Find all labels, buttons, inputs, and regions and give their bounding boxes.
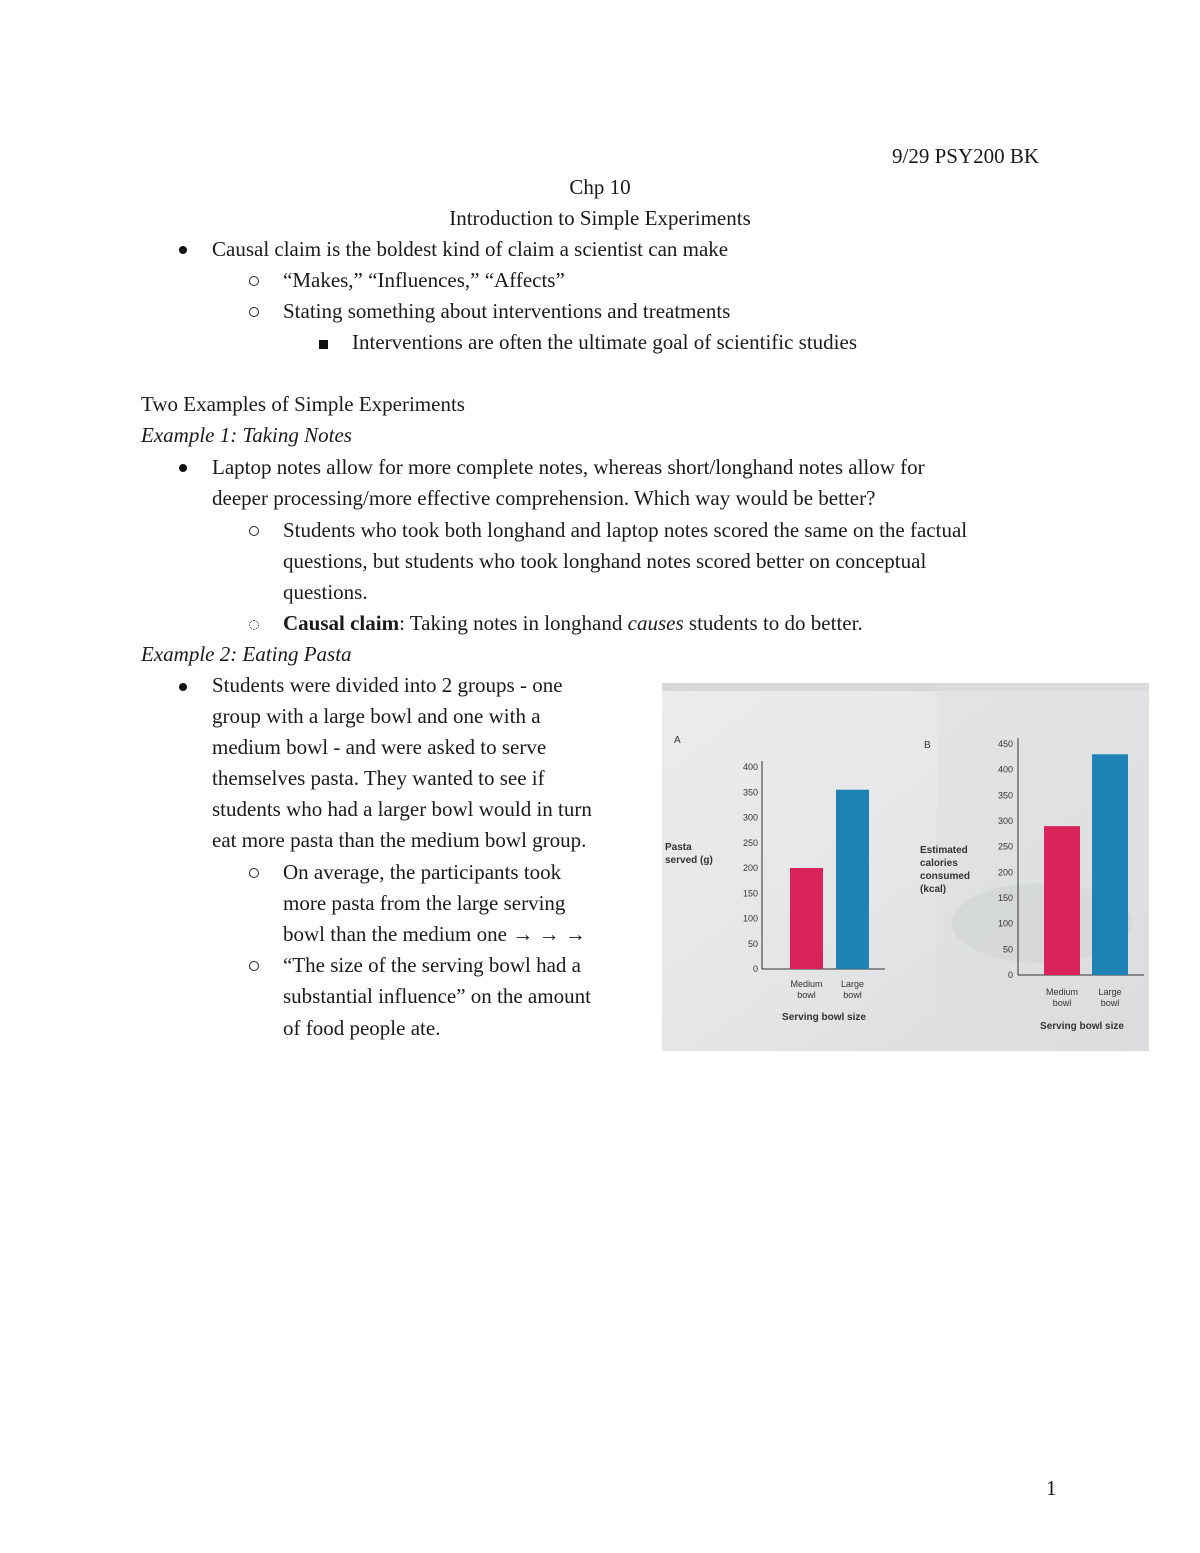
example2-sub1-line: more pasta from the large serving — [283, 891, 566, 915]
example2-bullet-line: students who had a larger bowl would in turn — [212, 797, 592, 821]
example2-sub1-line: On average, the participants took — [283, 860, 562, 884]
sub-sub-bullet-square — [319, 340, 328, 349]
y-tick-label: 0 — [752, 964, 758, 974]
y-axis-label: calories — [920, 858, 958, 869]
example1-bullet-line2: deeper processing/more effective comprehension. Which way would be better? — [212, 486, 876, 510]
example2-bullet-line: Students were divided into 2 groups - one — [212, 673, 563, 697]
y-tick-label: 0 — [1007, 970, 1013, 980]
y-tick-label: 50 — [747, 938, 758, 949]
y-tick-label: 200 — [742, 863, 758, 873]
category-label: Medium — [790, 979, 823, 989]
y-axis-label: Estimated — [920, 845, 968, 856]
bullet-dot — [179, 246, 187, 254]
category-label: Large — [840, 979, 865, 989]
example1-causal-claim: Causal claim: Taking notes in longhand causes students to do better. — [283, 611, 863, 635]
example2-sub2-line: “The size of the serving bowl had a — [283, 953, 581, 977]
y-axis-label: served (g) — [665, 855, 713, 866]
intro-sub-2: Stating something about interventions and treatments — [283, 299, 731, 323]
x-axis-label: Serving bowl size — [782, 1012, 866, 1023]
sub-bullet-circle — [249, 868, 259, 878]
intro-sub-sub: Interventions are often the ultimate goal of scientific studies — [352, 330, 858, 354]
bar-medium-bowl — [790, 868, 823, 969]
example1-sub1-line1: Students who took both longhand and laptop notes scored the same on the factual — [283, 518, 968, 542]
category-label: bowl — [797, 990, 816, 1000]
page-number: 1 — [1046, 1476, 1057, 1500]
example2-bullet-line: group with a large bowl and one with a — [212, 704, 541, 728]
example1-sub1-line3: questions. — [283, 580, 368, 604]
y-tick-label: 100 — [742, 913, 758, 924]
sub-bullet-circle — [249, 526, 259, 536]
bar-large-bowl — [1092, 754, 1128, 975]
category-label: Medium — [1045, 987, 1079, 997]
category-label: bowl — [1100, 998, 1120, 1008]
y-tick-label: 250 — [742, 837, 758, 848]
example1-sub1-line2: questions, but students who took longhand notes scored better on conceptual — [283, 549, 927, 573]
example2-sub2-line: of food people ate. — [283, 1016, 441, 1040]
y-axis-label: consumed — [920, 871, 971, 882]
chapter-title: Chp 10 — [569, 175, 631, 199]
sub-bullet-circle — [249, 307, 259, 317]
x-axis-label: Serving bowl size — [1040, 1021, 1124, 1032]
example2-bullet-line: eat more pasta than the medium bowl group. — [212, 828, 587, 852]
y-tick-label: 100 — [997, 918, 1013, 929]
intro-sub-1: “Makes,” “Influences,” “Affects” — [283, 268, 565, 292]
y-tick-label: 250 — [997, 841, 1013, 852]
y-tick-label: 150 — [997, 893, 1013, 903]
example1-heading: Example 1: Taking Notes — [141, 423, 352, 447]
bar-medium-bowl — [1044, 826, 1080, 975]
y-tick-label: 450 — [997, 739, 1013, 749]
y-axis-label: (kcal) — [920, 884, 947, 895]
sub-bullet-circle — [249, 961, 259, 971]
y-tick-label: 200 — [997, 867, 1013, 878]
sub-bullet-circle — [249, 276, 259, 286]
bullet-dot — [179, 683, 187, 691]
y-tick-label: 300 — [997, 816, 1013, 826]
example2-bullet-line: medium bowl - and were asked to serve — [212, 735, 547, 759]
category-label: Large — [1098, 987, 1122, 997]
header-course-line: 9/29 PSY200 BK — [892, 144, 1040, 168]
section-heading: Two Examples of Simple Experiments — [141, 392, 465, 416]
example2-sub1-line: bowl than the medium one → → → — [283, 922, 586, 946]
y-tick-label: 300 — [742, 812, 758, 823]
example2-heading: Example 2: Eating Pasta — [141, 642, 352, 666]
y-tick-label: 150 — [742, 888, 758, 899]
category-label: bowl — [1052, 998, 1072, 1008]
panel-label: A — [674, 735, 681, 746]
y-tick-label: 350 — [742, 787, 758, 798]
topic-title: Introduction to Simple Experiments — [449, 206, 751, 230]
panel-label: B — [924, 740, 931, 751]
bar-large-bowl — [836, 790, 869, 969]
y-axis-label: Pasta — [665, 842, 692, 853]
y-tick-label: 50 — [1002, 944, 1013, 955]
example2-sub2-line: substantial influence” on the amount — [283, 984, 591, 1008]
y-tick-label: 350 — [997, 790, 1013, 801]
bullet-dot — [179, 464, 187, 472]
sub-bullet-circle — [249, 620, 259, 630]
y-tick-label: 400 — [742, 762, 758, 772]
example1-bullet-line1: Laptop notes allow for more complete notes, whereas short/longhand notes allow for — [212, 455, 925, 479]
y-tick-label: 400 — [997, 764, 1013, 775]
example2-bullet-line: themselves pasta. They wanted to see if — [212, 766, 545, 790]
category-label: bowl — [843, 990, 862, 1000]
textbook-chart-photo — [662, 683, 1149, 1051]
intro-bullet: Causal claim is the boldest kind of claim a scientist can make — [212, 237, 729, 261]
